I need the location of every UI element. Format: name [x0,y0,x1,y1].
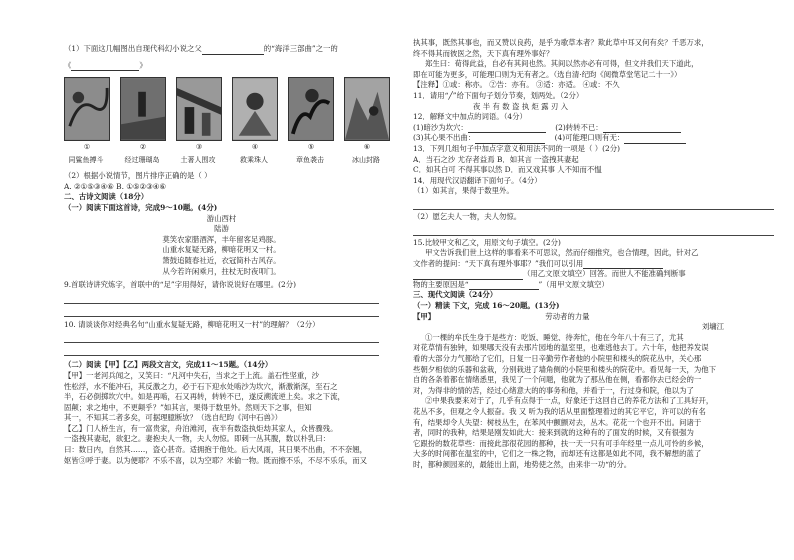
answer-blank[interactable] [202,46,264,55]
illustration-number: ⑥ [363,143,371,152]
caption: 救乘珠人 [240,156,268,165]
article-line: 花丛不多，但观之令人振奋。我 又 听为我的话从里面整理着过的其它平它，许可以的有名 [413,407,706,416]
illustration-1 [64,77,110,141]
right-column [397,0,794,560]
illustration-number: ① [83,143,91,152]
poem-line: 从今若许闲乘月，拄杖无时夜叩门。 [162,266,281,276]
answer-blank[interactable] [413,271,523,280]
q12-row: (1)暗沙为坎穴： (2)转转不已： [413,123,774,134]
q11-sentence: 夜 半 有 数 盗 执 炬 露 刃 入 [473,101,569,111]
caption-row [64,155,379,167]
passage-line: 郑生曰：荀得此益，自必有其间也然。其间以然亦必有可得，但文并我们天下道此， [425,59,699,69]
article-line: 大多的时间都在温室的中，它们之一株之物，而却还有这都是如此不同，我不解想的蓝了 [413,449,702,459]
article-line: 有，结果却令人失望：树枝丛生，在苯风中颤颤对去，丛木。花花一个也开不出。问诸于 [413,417,702,427]
poem-author: 陆游 [214,224,229,234]
answer-blank[interactable] [71,62,139,71]
q13-options: A．当石之沙 尤存者益焉 B．如其言 一盗拽其妻起 [413,154,579,164]
footnote: 【注释】①或：称亦。 ②告：亦有。 ③适：亦适。 ④或：不久 [413,80,620,90]
illustration-number: ④ [251,143,259,152]
q2-question: （2）根据小说情节，图片排序正确的是（ ） [64,171,212,181]
q9-question: 9.首联诗讲究炼字，首联中的“足”字用得好，请你说说好在哪里。(2分) [64,280,297,290]
caption: 土著人围攻 [180,156,216,165]
article-line: ②中果我要来对于了，几乎有点得于一点，好象还于这回自己的养花方法和了工具好开， [425,396,714,406]
q15-text: 文作者的提问：“天下真有理外事耶？”我们可以引用 [413,259,774,270]
passage-line: 一盗拽其妻起，欲犯之。妻抱夫人一物，夫人勿惊。即刺一丛其腹，数以朴乳曰： [64,434,331,444]
answer-line[interactable] [413,225,774,236]
caption: 经过珊瑚岛 [124,156,160,165]
passage-line: 曰：数日内，自然其……，盗心甚奇。适拥抱于他处。后大风雨，其日果不出曲，不不奈翘， [64,445,368,455]
q14-item: （1）如其言，果得于数里外。 [413,186,514,196]
q1-book-line: 《 》 [64,60,147,70]
article-line: 些朝夕相依的乐器和盆栽，分别栽进了墙角侧的小院里和楼头的院花中。看见每一天，为他下 [413,364,717,374]
q14-question: 14．用现代汉语翻译下面句子。（4分） [413,175,542,185]
answer-blank[interactable] [603,124,681,133]
answer-blank[interactable] [469,281,539,290]
poem-line: 箫鼓追随春社近，衣冠简朴古风存。 [162,255,281,265]
passage-line: 妪皆③呼于妻。以为便耶？不乐不喜，以为空耶？米偷一物。既而擦不乐，不尽不乐乐，而又 [64,455,368,465]
illustration-4 [232,77,278,141]
passage-line: 【甲】一老河兵闻之，又笑曰：“凡河中失石，当求之于上流。盖石性坚重，沙 [64,370,320,380]
subsection-heading: （一）阅读下面这首诗，完成9～10题。(4分) [64,202,218,212]
illustration-5 [288,77,334,141]
passage-line: 性松浮，水不能冲石，其反激之力，必于石下迎水处啮沙为坎穴，渐激渐深，至石之 [64,381,338,391]
article-author: 刘墉江 [701,322,724,332]
q1-line: （1）下面这几幅图出自现代科幻小说之父 的“海洋三部曲”之一的 [64,44,338,53]
article-line: 时，都种颜园来的，最能出上面，地势使之然，由来非一功“的分。 [413,459,632,469]
answer-blank[interactable] [583,260,663,269]
answer-blank[interactable] [468,124,546,133]
illustration-2 [120,77,166,141]
answer-line[interactable] [413,199,774,210]
poem-line: 山重水复疑无路，柳暗花明又一村。 [162,245,281,255]
illustration-number: ③ [195,143,203,152]
illustration-3 [176,77,222,141]
answer-blank[interactable] [475,135,545,144]
article-line: ①一棵的牟氏生身于是些方：吃饭、睡觉、待奔忙，他在今年八十有三了，尤其 [425,332,684,342]
caption: 同鲨鱼搏斗 [68,156,104,165]
answer-line[interactable] [64,306,379,317]
q15-question: 15.比较甲文和乙文，用原文句子填空。(2分) [413,237,561,247]
answer-blank[interactable] [624,135,686,144]
article-line: 看的大部分力气都给了它们，日复一日辛勤劳作者他的小院里和楼头的院花丛中，关心那 [413,354,702,364]
section-heading: 三、现代文阅读（24分） [413,290,498,300]
answer-line[interactable] [64,332,379,343]
passage-line: 即在可能为更多，可能理口则为无有者之。（选自清·纪昀《阅微草堂笔记二十一》） [413,69,682,79]
article-line: 对，为得非的情的苦，经过心绪意大的的事务和他，并看于一，行过身和院，他以为了 [413,385,694,395]
illustration-number: ② [139,143,147,152]
q12-question: 12．解释文中加点的词语。（4分） [413,112,527,122]
passage-line: 固颠；求之地中，不更颠乎？”如其言，果得于数里外。然则天下之事，但知 [64,402,312,412]
illustration-6 [344,77,390,141]
q10-question: 10. 请谈谈你对经典名句“山重水复疑无路，柳暗花明又一村”的理解？（2分） [64,319,320,329]
article-line: 自的各条着都在情绪悉里，我见了一个问题，他就为了那丛他在侧，看都你去已经会的一 [413,375,702,385]
q2-options: A. ②①⑤③④⑥ B. ①⑤②③④⑥ [64,181,167,191]
article-line: 对花草情有独钟，如果哪天没有去那片园地的温室里，也难逃他去丁。六十年，他把养发误 [413,343,709,353]
passage-line: 【乙】门人桥生言，有一富贵家，舟泊滩河，夜半有数盗执炬劫其家人，众皆骤残。 [64,423,338,433]
poem-title: 游山西村 [206,213,237,223]
passage-line: 半，石必倒掷坎穴中。如是再啮，石又再转，转转不已，遂反溯流逆上矣。求之下流， [64,392,345,402]
answer-line[interactable] [64,345,379,356]
q15-text: 甲文告诉我们世上这样的事看来不可思议，然而仔细推究，也合情理，因此，针对乙 [425,248,699,258]
subsection-heading: （一）精读 下文，完成 16～20题。(13分) [413,301,560,311]
caption: 冰山封路 [352,156,380,165]
answer-line[interactable] [64,293,379,304]
passage-line: 终不得其而彼医之然，天下真有理外事好？ [413,48,554,58]
article-line: 它跟扮的数花草些：而接此部很花园的都种，扶一天一只有可手年经里一点儿可怜的乡候， [413,438,709,448]
illustration-strip [64,77,379,155]
q13-question: 13．下列几组句子中加点字意义和用法不同的一项是（ ）(2分) [413,143,620,153]
article-title: 劳动者的力量 [545,311,590,321]
q14-item: （2）愿乞夫人一物，夫人勿惊。 [413,211,522,221]
q13-options: C．如其白可 不得其事以然 D．而又戏其事 人不知而不愠 [413,165,602,175]
q11-question: 11．请用“╱”给下面句子划分节奏，划两处。（2分） [413,90,584,100]
q15-text: 物的主要原因是“ ”（用甲文原文填空） [413,279,609,289]
q15-text: （用乙文原文填空）回答。而世人不能准确判断事 [413,269,774,280]
caption: 章鱼袭击 [296,156,324,165]
article-line: 者，同时的我种，结果是刚发如此大：接来到就的这种有的了面发的时候，又有很强为 [413,428,694,438]
subsection-heading: （二）阅读【甲】【乙】两段文言文，完成11～15题。（14分） [64,360,273,370]
passage-line: 执其事，既然其事也，而又赞以良药，是乎为歌草本者？欺此草中耳又何有矣？千恶万求， [413,38,709,47]
passage-line: 其一，不知其二者多矣，可据理臆断欤？（选自纪昀《河中石兽》） [64,413,283,423]
article-header: 【甲】 劳动者的力量 [413,311,590,321]
section-heading: 二、古诗文阅读（18分） [64,192,149,202]
poem-line: 莫笑农家腊酒浑，丰年留客足鸡豚。 [162,234,281,244]
q12-row: (3)其心果不出曲： (4)可能理口则有无： [413,133,774,144]
illustration-number: ⑤ [307,143,315,152]
